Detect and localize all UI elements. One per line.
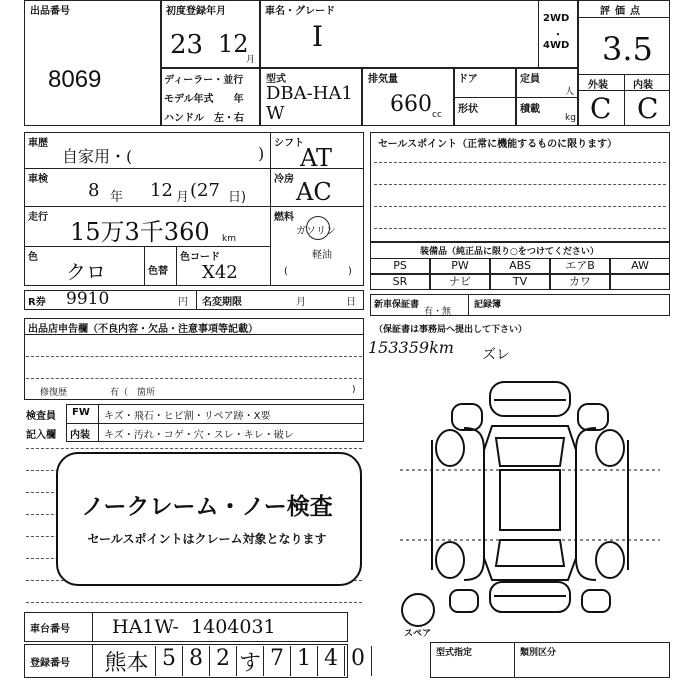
color-value: クロ: [66, 260, 106, 284]
score-value: 3.5: [602, 30, 653, 68]
door-shape-label: 形状: [458, 104, 478, 115]
shaken-day: (27: [190, 180, 220, 201]
sales-points-label: セールスポイント（正常に機能するものに限ります）: [378, 139, 618, 150]
sales-dash-3: [374, 206, 666, 207]
plate-divider: [92, 644, 93, 678]
seller-notes-label: 出品店申告欄（不良内容・欠品・注意事項等記載）: [28, 324, 258, 335]
color-divider-2: [176, 246, 177, 286]
shaken-day-unit: 日): [228, 190, 247, 205]
warranty-value: 有・無: [424, 307, 452, 317]
equipment-item: TV: [490, 274, 550, 290]
fuel-paren-open: (: [284, 266, 288, 277]
usage-value: 自家用・(: [62, 147, 133, 166]
score-line: [578, 17, 670, 18]
name-change-month: 月: [296, 297, 306, 308]
equipment-item: PW: [430, 258, 490, 274]
plate-label: 登録番号: [30, 658, 70, 669]
interior-label: 内装: [633, 80, 653, 91]
usage-close: ): [258, 144, 265, 163]
drive-dot: ・: [553, 30, 563, 41]
registration-month-unit: 月: [246, 55, 256, 65]
inspector-int: 内装: [70, 430, 90, 441]
row-line-1: [24, 168, 270, 169]
spare-label: スペア: [404, 629, 432, 639]
mileage-note-mark: ズレ: [482, 347, 510, 363]
color-change-label: 色替: [148, 266, 168, 277]
plate-char: 8: [183, 646, 210, 676]
shaken-month: 12: [150, 180, 173, 201]
mileage-unit: km: [222, 234, 236, 244]
plate-char: 1: [291, 646, 318, 676]
recycle-yen: 円: [178, 297, 188, 308]
row-line-3: [24, 246, 270, 247]
drive-4wd: 4WD: [543, 40, 570, 51]
type-label: 型式: [266, 74, 286, 85]
sales-dash-2: [374, 184, 666, 185]
plate-char: 0: [345, 646, 372, 676]
shaken-label: 車検: [28, 174, 48, 185]
lot-number: 8069: [48, 66, 102, 93]
plate-char: 2: [210, 646, 237, 676]
inspector-label-1: 検査員: [26, 411, 56, 422]
color-code-value: X42: [202, 262, 238, 283]
name-change-day: 日: [346, 297, 356, 308]
equipment-item: PS: [370, 258, 430, 274]
exterior-value: C: [590, 92, 612, 125]
ac-value: AC: [296, 178, 332, 206]
equipment-title: 装備品（純正品に限り○をつけてください）: [420, 247, 599, 257]
inspector-fw-text: キズ・飛石・ヒビ割・リペア跡・X要: [104, 411, 271, 422]
repair-value: 有（ 箇所: [110, 388, 156, 398]
seller-notes-line: [24, 334, 364, 335]
shaken-year-unit: 年: [110, 190, 124, 205]
type-value: DBA-HA1W: [266, 83, 353, 124]
equipment-item: ABS: [490, 258, 550, 274]
recycle-value: 9910: [66, 289, 110, 309]
dealer-line3: ハンドル 左・右: [164, 113, 244, 124]
registration-year: 23: [170, 30, 204, 60]
chassis-divider: [92, 612, 93, 642]
registration-month: 12: [218, 30, 249, 58]
chassis-label: 車台番号: [30, 624, 70, 635]
score-divider: [624, 74, 625, 126]
left-dash-8: [26, 602, 362, 603]
category-label: 類別区分: [520, 648, 557, 658]
fuel-paren-close: ): [348, 266, 352, 277]
drive-2wd: 2WD: [543, 13, 570, 24]
displacement-value: 660: [390, 92, 432, 117]
warranty-label: 新車保証書: [374, 300, 420, 310]
inspector-line: [66, 423, 364, 424]
no-claim-subtitle: セールスポイントはクレーム対象となります: [87, 532, 327, 546]
shift-label: シフト: [274, 138, 304, 149]
row-line-2: [24, 206, 270, 207]
capacity-unit: 人: [565, 87, 575, 97]
gasoline-circle: [306, 216, 330, 240]
color-label: 色: [28, 252, 38, 263]
bottom-right-divider: [514, 642, 515, 678]
model-value: I: [312, 20, 324, 53]
recycle-divider: [196, 290, 197, 310]
chassis-value: HA1W- 1404031: [112, 616, 276, 638]
displacement-label: 排気量: [368, 74, 398, 85]
car-diagram: [380, 370, 670, 640]
sales-dash-4: [374, 228, 666, 229]
shaken-month-unit: 月: [176, 190, 190, 205]
seller-dash-1: [26, 356, 362, 357]
plate-char: 5: [156, 646, 183, 676]
score-label: 評価点: [600, 6, 645, 17]
plate-char: 熊本: [98, 646, 156, 676]
mileage-value: 15万3千360: [70, 218, 210, 246]
capacity-label: 定員: [520, 74, 540, 85]
shift-value: AT: [300, 144, 333, 172]
mileage-note-label: （保証書は事務局へ提出して下さい）: [374, 325, 528, 335]
fuel-diesel: 軽油: [312, 250, 332, 261]
name-change-label: 名変期限: [202, 297, 242, 308]
drive-divider: [538, 0, 539, 68]
inspector-fw: FW: [72, 407, 90, 418]
equipment-item: SR: [370, 274, 430, 290]
details-divider: [270, 132, 271, 286]
mileage-note-value: 153359km: [368, 338, 454, 357]
exterior-label: 外装: [588, 80, 608, 91]
load-unit: kg: [565, 113, 576, 123]
usage-label: 車歴: [28, 138, 48, 149]
color-divider: [144, 246, 145, 286]
plate-char: 4: [318, 646, 345, 676]
booklet-label: 記録簿: [474, 300, 502, 310]
seller-dash-2: [26, 378, 362, 379]
displacement-unit: cc: [432, 110, 442, 120]
score-line-3: [578, 90, 670, 91]
dealer-line2: モデル年式 年: [164, 94, 244, 105]
equipment-item: AW: [610, 258, 670, 274]
registration-label: 初度登録年月: [166, 6, 226, 17]
left-dash-1: [26, 448, 362, 449]
type-designation-label: 型式指定: [436, 648, 473, 658]
recycle-label: R券: [28, 297, 46, 308]
equipment-item: カワ: [550, 274, 610, 290]
color-code-label: 色コード: [180, 252, 220, 263]
mileage-label: 走行: [28, 212, 48, 223]
right-line-1: [270, 168, 364, 169]
equipment-item: ナビ: [430, 274, 490, 290]
inspector-label-2: 記入欄: [26, 430, 56, 441]
repair-label: 修復歴: [40, 388, 68, 398]
fuel-gasoline: ガソリン: [296, 226, 336, 237]
ac-label: 冷房: [274, 174, 294, 185]
load-label: 積載: [520, 104, 540, 115]
no-claim-title: ノークレーム・ノー検査: [81, 494, 333, 520]
door-label: ドア: [458, 74, 478, 85]
lot-box: [24, 0, 161, 126]
model-label: 車名・グレード: [265, 6, 335, 17]
right-line-2: [270, 206, 364, 207]
sales-dash-1: [374, 162, 666, 163]
inspector-divider: [98, 404, 99, 442]
warranty-divider: [468, 294, 469, 316]
lot-label: 出品番号: [30, 6, 70, 17]
repair-close: ): [352, 385, 356, 395]
plate-char: す: [237, 646, 264, 676]
inspector-int-text: キズ・汚れ・コゲ・穴・スレ・キレ・破レ: [104, 430, 294, 441]
equipment-item: エアB: [550, 258, 610, 274]
interior-value: C: [637, 92, 659, 125]
dealer-line1: ディーラー・並行: [164, 75, 244, 86]
fuel-label: 燃料: [274, 212, 294, 223]
equipment-item: [610, 274, 670, 290]
plate-char: 7: [264, 646, 291, 676]
shaken-year: 8: [88, 180, 100, 201]
